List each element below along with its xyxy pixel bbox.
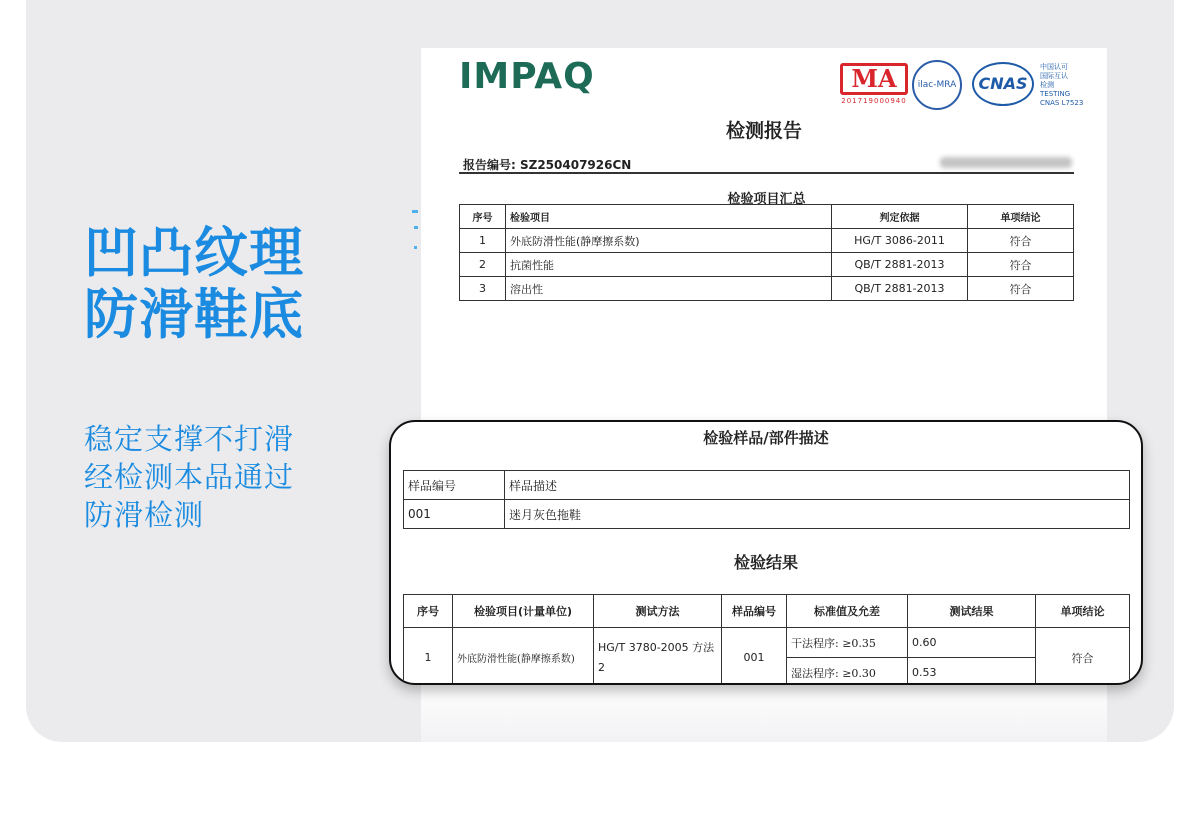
zoom-callout — [389, 420, 1143, 685]
subheadline-line-1: 稳定支撑不打滑 — [84, 422, 295, 456]
table-header: 单项结论 — [1036, 595, 1130, 628]
report-title: 检测报告 — [725, 120, 802, 142]
table-cell: QB/T 2881-2013 — [832, 277, 968, 301]
table-cell: 迷月灰色拖鞋 — [505, 500, 1130, 529]
table-header: 标准值及允差 — [787, 595, 908, 628]
table-cell: 1 — [404, 628, 453, 686]
table-cell: 外底防滑性能(静摩擦系数) — [506, 229, 832, 253]
table-cell: 3 — [460, 277, 506, 301]
table-row — [404, 500, 1130, 529]
table-header-row — [460, 205, 1074, 229]
subheadline-line-3: 防滑检测 — [84, 498, 205, 532]
header-rule — [459, 172, 1074, 174]
headline-line-2: 防滑鞋底 — [84, 283, 304, 346]
table-cell: 符合 — [968, 253, 1074, 277]
table-cell: 溶出性 — [506, 277, 832, 301]
table-header-row — [404, 595, 1130, 628]
table-cell: 001 — [722, 628, 787, 686]
table-cell: 0.53 — [908, 658, 1036, 686]
table-header: 样品编号 — [722, 595, 787, 628]
cnas-side-text: 中国认可 国际互认 检测 TESTING CNAS L7523 — [1040, 63, 1084, 107]
table-row — [404, 628, 1130, 658]
cma-logo: MA — [840, 63, 908, 95]
table-header: 检验项目(计量单位) — [453, 595, 594, 628]
table-cell: 001 — [404, 500, 505, 529]
table-header: 序号 — [460, 205, 506, 229]
headline — [84, 222, 304, 346]
decorative-dash — [414, 246, 417, 249]
decorative-dash — [412, 210, 418, 213]
subheadline — [84, 420, 294, 534]
table-header: 样品编号 — [404, 471, 505, 500]
headline-line-1: 凹凸纹理 — [84, 221, 304, 284]
table-cell: 符合 — [968, 229, 1074, 253]
table-row — [460, 253, 1074, 277]
table-cell: HG/T 3086-2011 — [832, 229, 968, 253]
table-cell: 外底防滑性能(静摩擦系数) — [453, 628, 594, 686]
table-header: 测试方法 — [594, 595, 722, 628]
table-cell: QB/T 2881-2013 — [832, 253, 968, 277]
table-cell: HG/T 3780-2005 方法 2 — [594, 628, 722, 686]
impaq-logo: IMPAQ — [459, 56, 595, 97]
summary-title: 检验项目汇总 — [727, 192, 806, 207]
table-cell: 抗菌性能 — [506, 253, 832, 277]
result-table — [403, 594, 1130, 685]
cma-number: 201719000940 — [841, 97, 907, 105]
table-cell: 符合 — [968, 277, 1074, 301]
sample-table — [403, 470, 1130, 529]
table-cell: 1 — [460, 229, 506, 253]
sample-section-title: 检验样品/部件描述 — [703, 429, 829, 447]
table-header: 测试结果 — [908, 595, 1036, 628]
table-cell: 2 — [460, 253, 506, 277]
table-cell: 干法程序: ≥0.35 — [787, 628, 908, 658]
table-header: 判定依据 — [832, 205, 968, 229]
table-header-row — [404, 471, 1130, 500]
subheadline-line-2: 经检测本品通过 — [84, 460, 295, 494]
result-section-title: 检验结果 — [733, 553, 798, 572]
table-header: 检验项目 — [506, 205, 832, 229]
summary-table — [459, 204, 1074, 301]
cma-certification-mark — [840, 63, 908, 107]
table-header: 序号 — [404, 595, 453, 628]
table-header: 样品描述 — [505, 471, 1130, 500]
blurred-date — [940, 157, 1072, 168]
ilac-mra-logo: ilac-MRA — [912, 60, 962, 110]
cnas-logo: CNAS — [972, 62, 1034, 106]
report-fade — [421, 680, 1107, 742]
decorative-dash — [414, 226, 418, 229]
table-cell: 湿法程序: ≥0.30 — [787, 658, 908, 686]
table-header: 单项结论 — [968, 205, 1074, 229]
table-row — [460, 277, 1074, 301]
table-cell: 符合 — [1036, 628, 1130, 686]
table-cell: 0.60 — [908, 628, 1036, 658]
table-row — [460, 229, 1074, 253]
report-number: 报告编号: SZ250407926CN — [463, 158, 632, 172]
